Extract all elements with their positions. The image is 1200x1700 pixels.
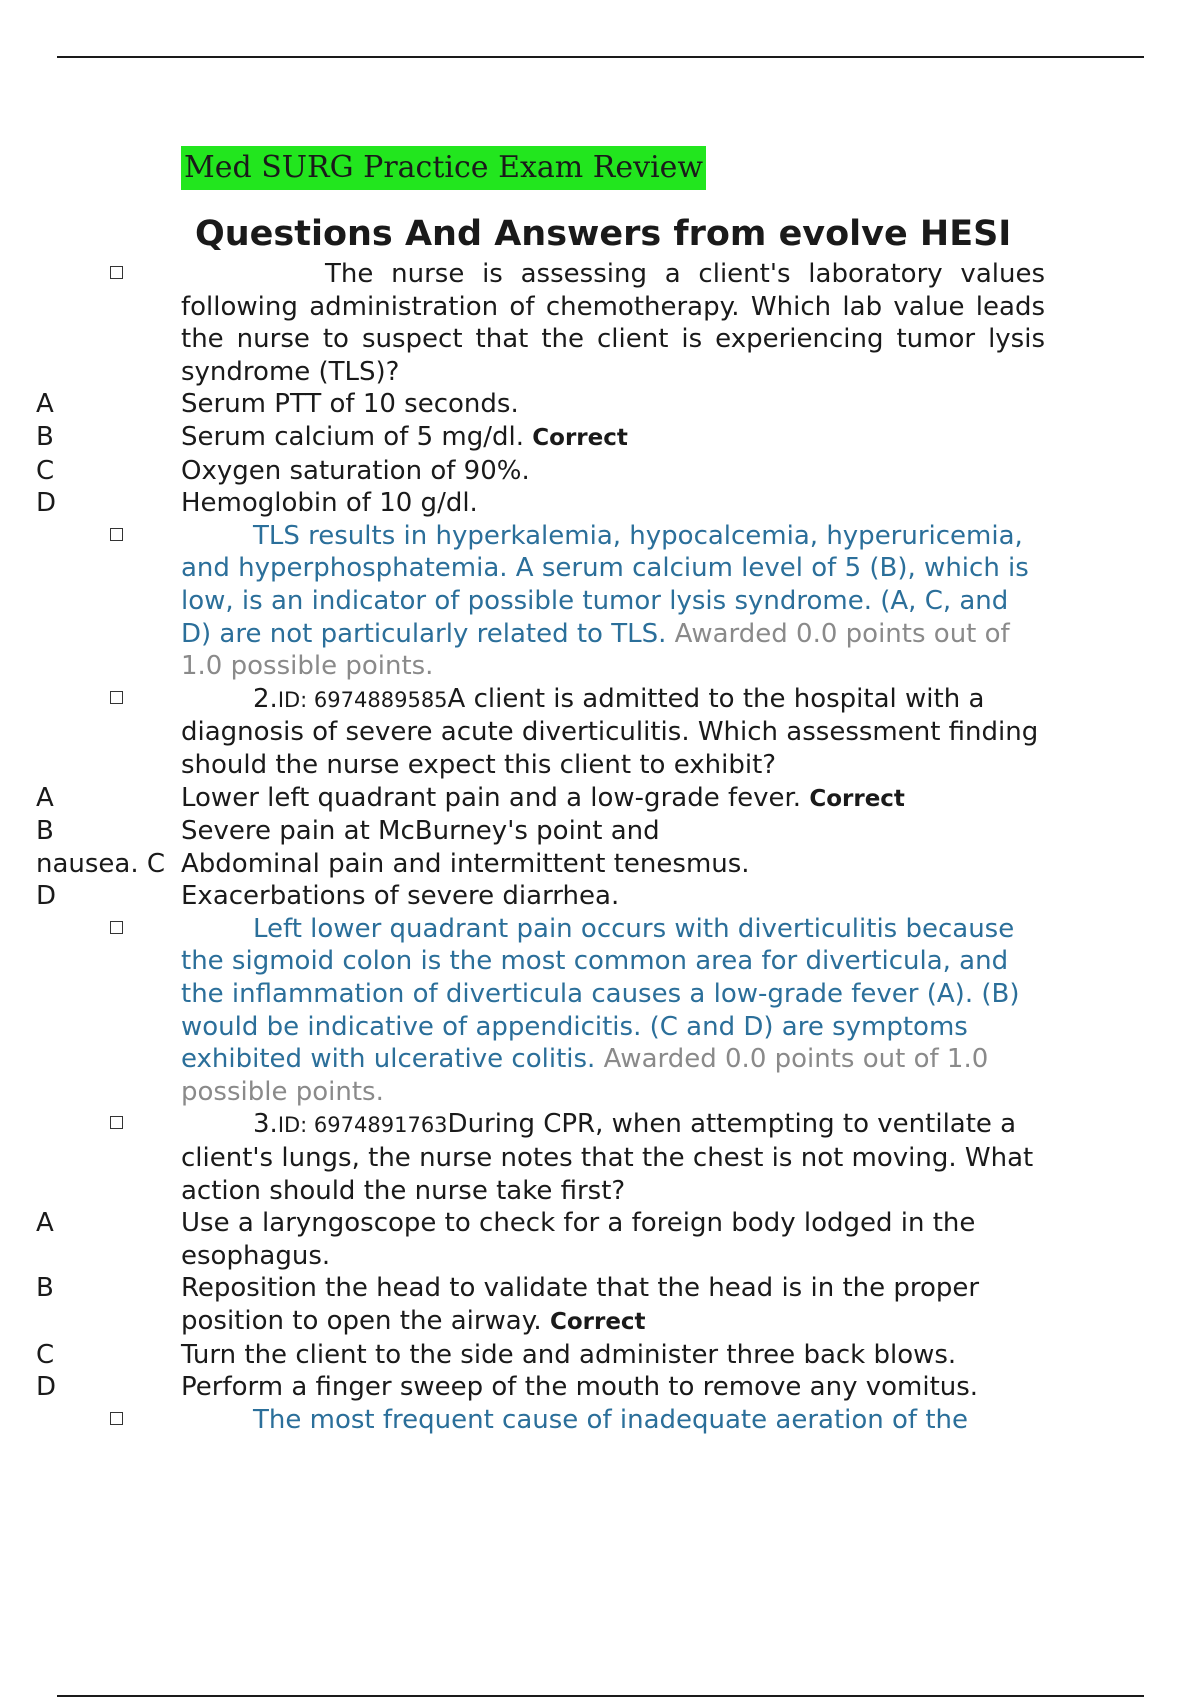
option-text: Serum PTT of 10 seconds. xyxy=(181,389,519,420)
option-letter: C xyxy=(36,455,55,486)
document-subtitle: Questions And Answers from evolve HESI xyxy=(195,214,1012,254)
answer-option xyxy=(0,815,1200,848)
checkbox-bullet-icon xyxy=(110,1116,123,1129)
question-1-stem-block xyxy=(0,258,1200,388)
option-text: Exacerbations of severe diarrhea. xyxy=(181,881,620,912)
question-stem: During CPR, when attempting to ventilate a client's lungs, the nurse notes that the chest is not moving. What action should the nurse take first? xyxy=(181,1109,1034,1206)
answer-option xyxy=(0,848,1200,881)
option-text: Serum calcium of 5 mg/dl. xyxy=(181,421,525,452)
bottom-rule xyxy=(57,1695,1144,1697)
option-letter: D xyxy=(36,881,57,912)
option-text: Abdominal pain and intermittent tenesmus. xyxy=(181,848,750,879)
option-letter: nausea. C xyxy=(36,848,166,879)
answer-option xyxy=(0,1339,1200,1372)
correct-marker: Correct xyxy=(532,424,628,451)
option-text: Reposition the head to validate that the head is in the proper position to open the airway. xyxy=(181,1273,980,1336)
checkbox-bullet-icon xyxy=(110,921,123,934)
answer-option xyxy=(0,421,1200,455)
top-rule xyxy=(57,56,1144,58)
correct-marker: Correct xyxy=(549,1309,646,1335)
option-letter: A xyxy=(36,1208,54,1239)
question-stem: A client is admitted to the hospital with a diagnosis of severe acute diverticulitis. Which assessment finding should the nurse expect this client to exhibit? xyxy=(181,683,1039,780)
option-text: Use a laryngoscope to check for a foreign body lodged in the esophagus. xyxy=(181,1208,976,1271)
rationale-text: TLS results in hyperkalemia, hypocalcemia, hyperuricemia, and hyperphosphatemia. A serum calcium level of 5 (B), which is low, is an indicator of possible tumor lysis syndrome. (A, C, and D) are not particularly related to TLS. xyxy=(181,520,1029,649)
option-text: Oxygen saturation of 90%. xyxy=(181,455,530,486)
option-text: Lower left quadrant pain and a low-grade fever. xyxy=(181,782,802,813)
answer-option xyxy=(0,782,1200,816)
option-letter: B xyxy=(36,421,54,452)
awarded-points: Awarded 0.0 points out of 1.0 possible points. xyxy=(181,1044,989,1107)
option-letter: C xyxy=(36,1339,55,1370)
checkbox-bullet-icon xyxy=(110,266,123,279)
checkbox-bullet-icon xyxy=(110,528,123,541)
answer-option xyxy=(0,1371,1200,1404)
rationale-text: Left lower quadrant pain occurs with diverticulitis because the sigmoid colon is the most common area for diverticula, and the inflammation of diverticula causes a low-grade fever (A). (B) would be indicative of appendicitis. (C and D) are symptoms exhibited with ulcerative colitis. xyxy=(181,913,1020,1075)
option-letter: B xyxy=(36,1273,54,1304)
correct-marker: Correct xyxy=(809,785,905,812)
awarded-points: Awarded 0.0 points out of 1.0 possible points. xyxy=(181,618,1010,682)
answer-option xyxy=(0,388,1200,421)
document-title: Med SURG Practice Exam Review xyxy=(181,146,706,190)
checkbox-bullet-icon xyxy=(110,1412,123,1425)
answer-option xyxy=(0,880,1200,913)
option-letter: B xyxy=(36,816,54,847)
option-letter: A xyxy=(36,782,54,813)
option-text: Severe pain at McBurney's point and xyxy=(181,816,660,847)
rationale-text: The most frequent cause of inadequate aeration of the xyxy=(253,1404,968,1435)
document-body xyxy=(0,258,1200,1436)
question-2-stem-block xyxy=(0,683,1200,782)
option-letter: A xyxy=(36,389,54,420)
question-3-stem-block xyxy=(0,1108,1200,1207)
option-text: Perform a finger sweep of the mouth to remove any vomitus. xyxy=(181,1372,979,1403)
title-highlight xyxy=(181,146,706,190)
option-text: Turn the client to the side and administer three back blows. xyxy=(181,1339,957,1370)
question-number: 3. xyxy=(253,1109,278,1140)
question-number: 2. xyxy=(253,683,278,714)
question-3-rationale-block xyxy=(0,1404,1200,1437)
answer-option xyxy=(0,455,1200,488)
answer-option xyxy=(0,1207,1200,1272)
option-letter: D xyxy=(36,488,57,519)
answer-option xyxy=(0,487,1200,520)
question-id: ID: 6974889585 xyxy=(277,687,448,712)
option-letter: D xyxy=(36,1372,57,1403)
option-text: Hemoglobin of 10 g/dl. xyxy=(181,488,478,519)
question-id: ID: 6974891763 xyxy=(277,1113,448,1138)
question-2-rationale-block xyxy=(0,913,1200,1109)
question-1-rationale-block xyxy=(0,520,1200,683)
answer-option xyxy=(0,1272,1200,1338)
question-stem: The nurse is assessing a client's laboratory values following administration of chemotherapy. Which lab value leads the nurse to suspect that the client is experiencing tumor lysis syndrome (TLS)? xyxy=(181,259,1045,387)
checkbox-bullet-icon xyxy=(110,691,123,704)
